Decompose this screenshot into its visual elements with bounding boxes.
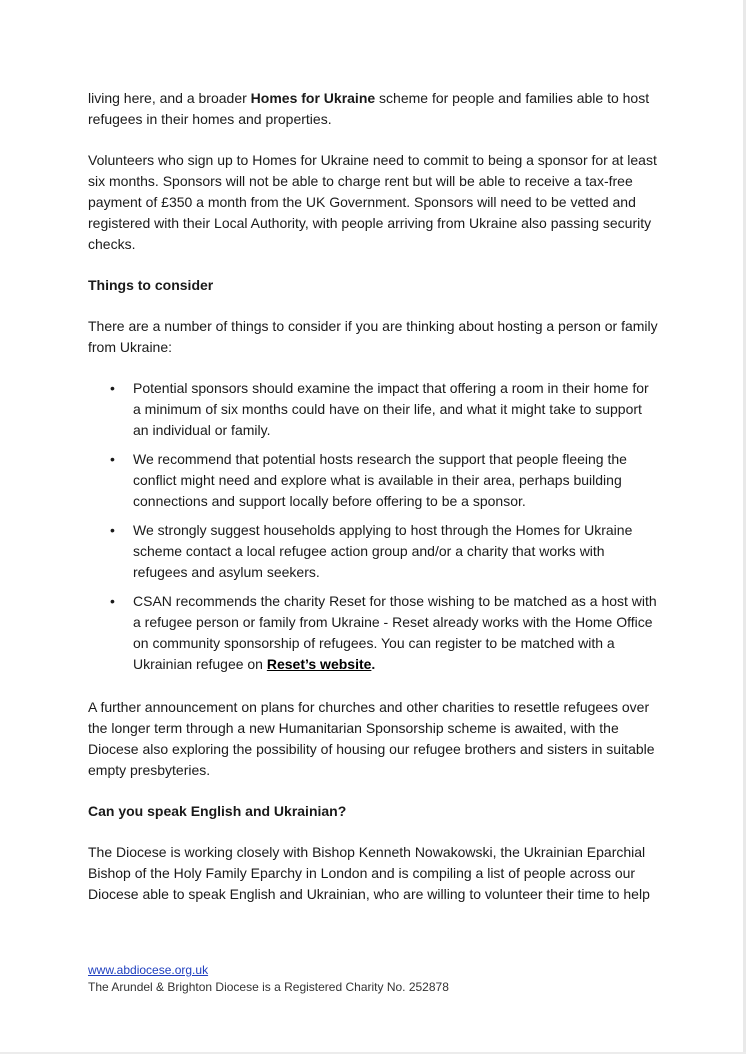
volunteers-paragraph: Volunteers who sign up to Homes for Ukraine need to commit to being a sponsor for at least six months. Sponsors will not be able to charge rent but will be able to receive a tax-free payment of £350 a month from the UK Government. Sponsors will need to be vetted and registered with their Local Authority, with people arriving from Ukraine also passing security checks. xyxy=(88,152,657,252)
bullet-icon: • xyxy=(110,593,115,609)
bullet-icon: • xyxy=(110,451,115,467)
list-item-text: Potential sponsors should examine the impact that offering a room in their home for a minimum of six months could have on their life, and what it might take to support an individual or family. xyxy=(133,380,649,438)
list-item xyxy=(88,378,658,441)
link-period: . xyxy=(371,656,376,672)
reset-website-link[interactable]: Reset’s website xyxy=(266,656,372,672)
diocese-paragraph: The Diocese is working closely with Bishop Kenneth Nowakowski, the Ukrainian Eparchial Bishop of the Holy Family Eparchy in London and is compiling a list of people across our Diocese able to speak English and Ukrainian, who are willing to volunteer their time to help xyxy=(88,844,650,902)
heading-speak-english-ukrainian: Can you speak English and Ukrainian? xyxy=(88,803,347,819)
intro-prefix: living here, and a broader xyxy=(88,90,251,106)
heading-things-to-consider: Things to consider xyxy=(88,277,214,293)
list-item-text: CSAN recommends the charity Reset for those wishing to be matched as a host with a refugee person or family from Ukraine - Reset already works with the Home Office on community sponsorship of refugees. You can register to be matched with a Ukrainian refugee on xyxy=(133,593,657,672)
charity-registration-note: The Arundel & Brighton Diocese is a Registered Charity No. 252878 xyxy=(88,980,449,994)
list-item-text: We recommend that potential hosts research the support that people fleeing the conflict might need and explore what is available in their area, perhaps building connections and support locally before offering to be a sponsor. xyxy=(133,451,627,509)
homes-for-ukraine-term: Homes for Ukraine xyxy=(250,90,376,106)
list-item xyxy=(88,520,658,583)
list-item xyxy=(88,449,658,512)
intro-suffix: scheme for people and families able to host refugees in their homes and properties. xyxy=(88,90,650,127)
document-body xyxy=(88,88,658,905)
intro-paragraph xyxy=(88,88,658,130)
consider-intro-paragraph: There are a number of things to consider if you are thinking about hosting a person or family from Ukraine: xyxy=(88,318,658,355)
list-item xyxy=(88,591,658,675)
page-footer xyxy=(88,962,449,996)
list-item-text: We strongly suggest households applying to host through the Homes for Ukraine scheme contact a local refugee action group and/or a charity that works with refugees and asylum seekers. xyxy=(133,522,633,580)
diocese-website-link[interactable]: www.abdiocese.org.uk xyxy=(88,963,209,977)
consider-list xyxy=(88,378,658,675)
announcement-paragraph: A further announcement on plans for churches and other charities to resettle refugees over the longer term through a new Humanitarian Sponsorship scheme is awaited, with the Diocese also exploring the possibility of housing our refugee brothers and sisters in suitable empty presbyteries. xyxy=(88,699,655,778)
bullet-icon: • xyxy=(110,380,115,396)
bullet-icon: • xyxy=(110,522,115,538)
